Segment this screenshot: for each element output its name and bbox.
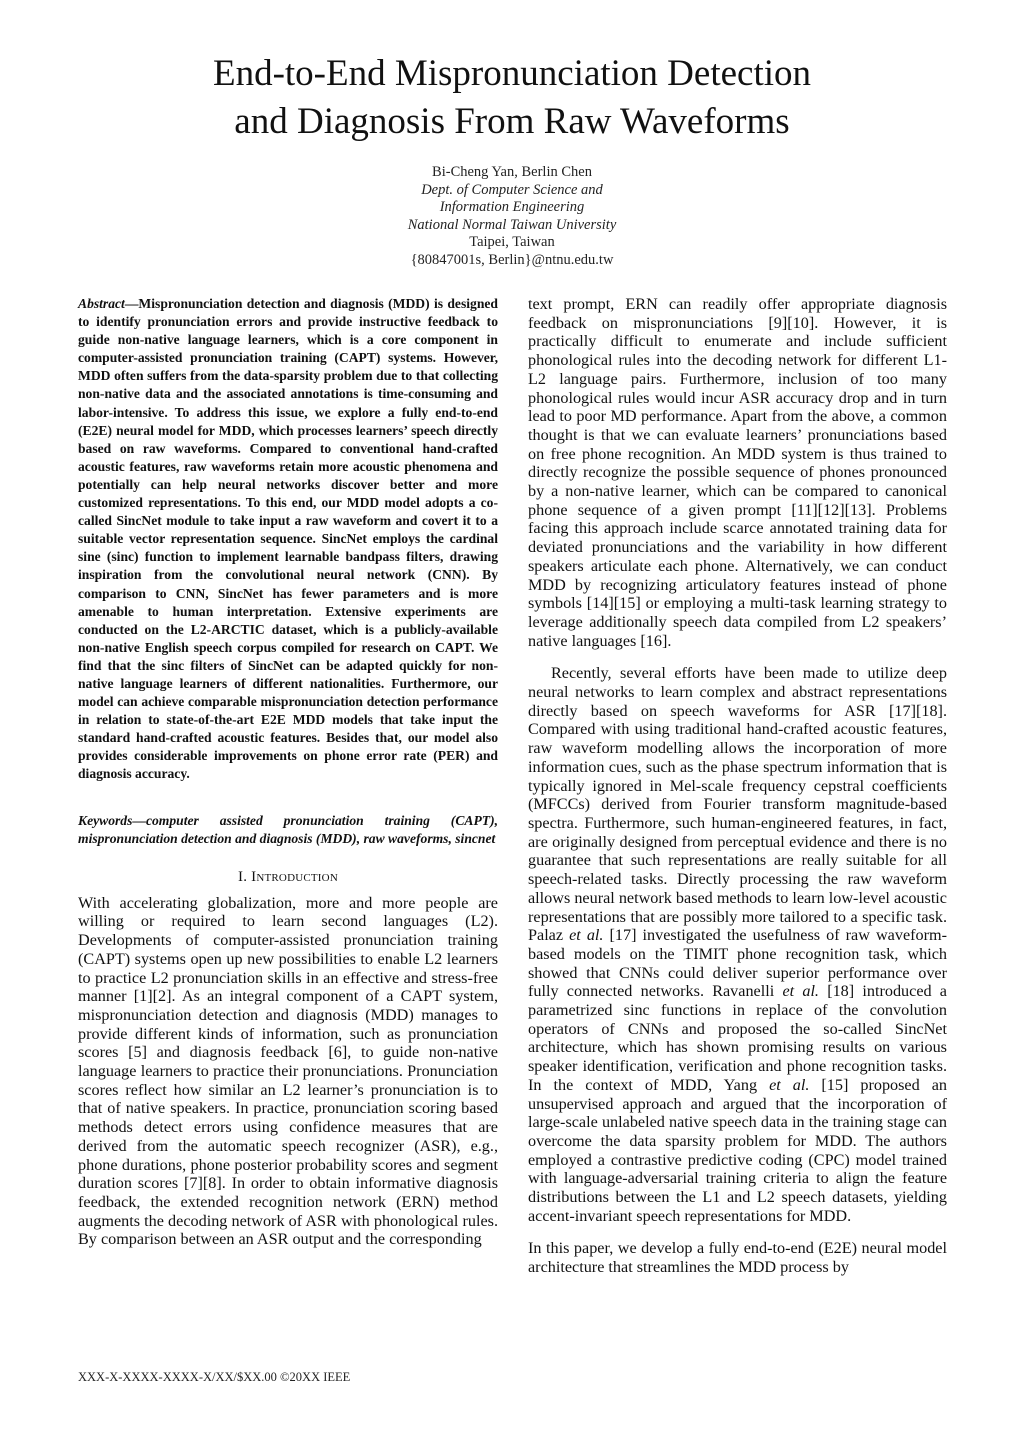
intro-paragraph-3: In this paper, we develop a fully end-to-end (E2E) neural model architecture that streamlines the MDD process by xyxy=(528,1239,947,1277)
abstract-text: Mispronunciation detection and diagnosis (MDD) is designed to identify pronunciation errors and provide instructive feedback to guide non-native language learners, which is a core component in computer-assisted pronunciation training (CAPT) systems. However, MDD often suffers from the data-sparsity problem due to that collecting non-native data and the associated annotations is time-consuming and labor-intensive. To address this issue, we explore a fully end-to-end (E2E) neural model for MDD, which processes learners’ speech directly based on raw waveforms. Compared to conventional hand-crafted acoustic features, raw waveforms retain more acoustic phenomena and potentially can help neural networks discover better and more customized representations. To this end, our MDD model adopts a co-called SincNet module to take input a raw waveform and covert it to a suitable vector representation sequence. SincNet employs the cardinal sine (sinc) function to implement learnable bandpass filters, drawing inspiration from the convolutional neural network (CNN). By comparison to CNN, SincNet has fewer parameters and is more amenable to human interpretation. Extensive experiments are conducted on the L2-ARCTIC dataset, which is a publicly-available non-native English speech corpus compiled for research on CAPT. We find that the sinc filters of SincNet can be adapted quickly for non-native language learners of different nationalities. Furthermore, our model can achieve comparable mispronunciation detection performance in relation to state-of-the-art E2E MDD models that take input the standard hand-crafted acoustic features. Besides that, our model also provides considerable improvements on phone error rate (PER) and diagnosis accuracy. xyxy=(78,296,498,782)
left-column xyxy=(78,295,498,1249)
intro-paragraph-1: With accelerating globalization, more and more people are willing or required to learn second languages (L2). Developments of computer-assisted pronunciation training (CAPT) systems open up new possibilities to enable L2 learners to practice L2 pronunciation skills in an effective and stress-free manner [1][2]. As an integral component of a CAPT system, mispronunciation detection and diagnosis (MDD) manages to provide different kinds of information, such as pronunciation scores [5] and diagnosis feedback [6], to guide non-native language learners to practice their pronunciations. Pronunciation scores reflect how similar an L2 learner’s pronunciation is to that of native speakers. In practice, pronunciation scoring based methods detect errors using confidence measures that are derived from the automatic speech recognizer (ASR), e.g., phone durations, phone posterior probability scores and segment duration scores [7][8]. In order to obtain informative diagnosis feedback, the extended recognition network (ERN) method augments the decoding network of ASR with phonological rules. By comparison between an ASR output and the corresponding xyxy=(78,893,498,1249)
abstract-dash: — xyxy=(124,296,139,311)
p2-text-d: [15] proposed an unsupervised approach and argued that the incorporation of large-scale unlabeled native speech data in the training stage can overcome the data sparsity problem for MDD. The authors employed a contrastive predictive coding (CPC) model trained with language-adversarial training criteria to align the feature distributions between the L1 and L2 speech datasets, yielding accent-invariant speech representations for MDD. xyxy=(528,1075,947,1225)
affiliation-line-1: Dept. of Computer Science and xyxy=(421,181,603,198)
author-email: {80847001s, Berlin}@ntnu.edu.tw xyxy=(410,251,614,268)
copyright-footer: XXX-X-XXXX-XXXX-X/XX/$XX.00 ©20XX IEEE xyxy=(78,1370,351,1384)
author-block xyxy=(300,164,724,270)
p2-text-a: Recently, several efforts have been made to utilize deep neural networks to learn complex and abstract representations directly based on speech waveforms for ASR [17][18]. Compared with using traditional hand-crafted acoustic features, raw waveform modelling allows the incorporation of more information cues, such as the phase spectrum information that is typically ignored in Mel-scale frequency cepstral coefficients (MFCCs) derived from Fourier transform magnitude-based spectra. Furthermore, such human-engineered features, in fact, are originally designed from perceptual evidence and there is no guarantee that such representations are really suitable for all speech-related tasks. Directly processing the raw waveform allows neural network based methods to learn low-level acoustic representations that are possibly more tailored to a specific task. Palaz xyxy=(528,664,947,945)
title-line-1: End-to-End Mispronunciation Detection xyxy=(212,53,812,94)
keywords: Keywords—computer assisted pronunciation training (CAPT), mispronunciation detection and diagnosis (MDD), raw waveforms, sincnet xyxy=(78,812,498,846)
intro-paragraph-2 xyxy=(528,664,947,1225)
abstract-label: Abstract xyxy=(78,296,125,311)
section-heading-introduction xyxy=(78,868,498,886)
author-names: Bi-Cheng Yan, Berlin Chen xyxy=(432,164,592,180)
right-column xyxy=(528,295,947,1277)
affiliation-line-2: Information Engineering xyxy=(439,199,585,216)
affiliation-line-3: National Normal Taiwan University xyxy=(407,216,617,233)
abstract xyxy=(78,295,498,784)
citation-etal: et al. xyxy=(569,926,604,945)
title-line-2: and Diagnosis From Raw Waveforms xyxy=(234,101,790,142)
intro-paragraph-1-continued: text prompt, ERN can readily offer appropriate diagnosis feedback on mispronunciations [9][10]. However, it is practically difficult to enumerate and include sufficient phonological rules into the decoding network for different L1-L2 language pairs. Furthermore, inclusion of too many phonological rules would incur ASR accuracy drop and in turn lead to poor MD performance. Apart from the above, a common thought is that we can evaluate learners’ pronunciations based on free phone recognition. An MDD system is thus trained to directly recognize the possible sequence of phones pronounced by a non-native learner, which can be compared to canonical phone sequence of a given prompt [11][12][13]. Problems facing this approach include scarce annotated training data for deviated pronunciations and the variability in how different speakers articulate each phone. Alternatively, we can conduct MDD by recognizing articulatory features instead of phone symbols [14][15] or employing a multi-task learning strategy to leverage additionally speech data compiled from L2 speakers’ native languages [16]. xyxy=(528,295,947,650)
author-city: Taipei, Taiwan xyxy=(469,234,555,251)
paper-title xyxy=(60,50,964,146)
p2-text-b: [17] investigated the usefulness of raw waveform-based models on the TIMIT phone recognition task, which showed that CNNs could deliver superior performance over fully connected networks. Ravanelli xyxy=(528,926,947,1001)
p2-text-c: [18] introduced a parametrized sinc functions in replace of the convolution operators of CNNs and proposed the so-called SincNet architecture, which has shown promising results on various speaker identification, verification and phone recognition tasks. In the context of MDD, Yang xyxy=(528,982,947,1094)
section-title: Introduction xyxy=(251,868,338,885)
citation-etal: et al. xyxy=(769,1075,810,1094)
section-numeral: I. xyxy=(238,868,248,885)
citation-etal: et al. xyxy=(782,982,819,1001)
